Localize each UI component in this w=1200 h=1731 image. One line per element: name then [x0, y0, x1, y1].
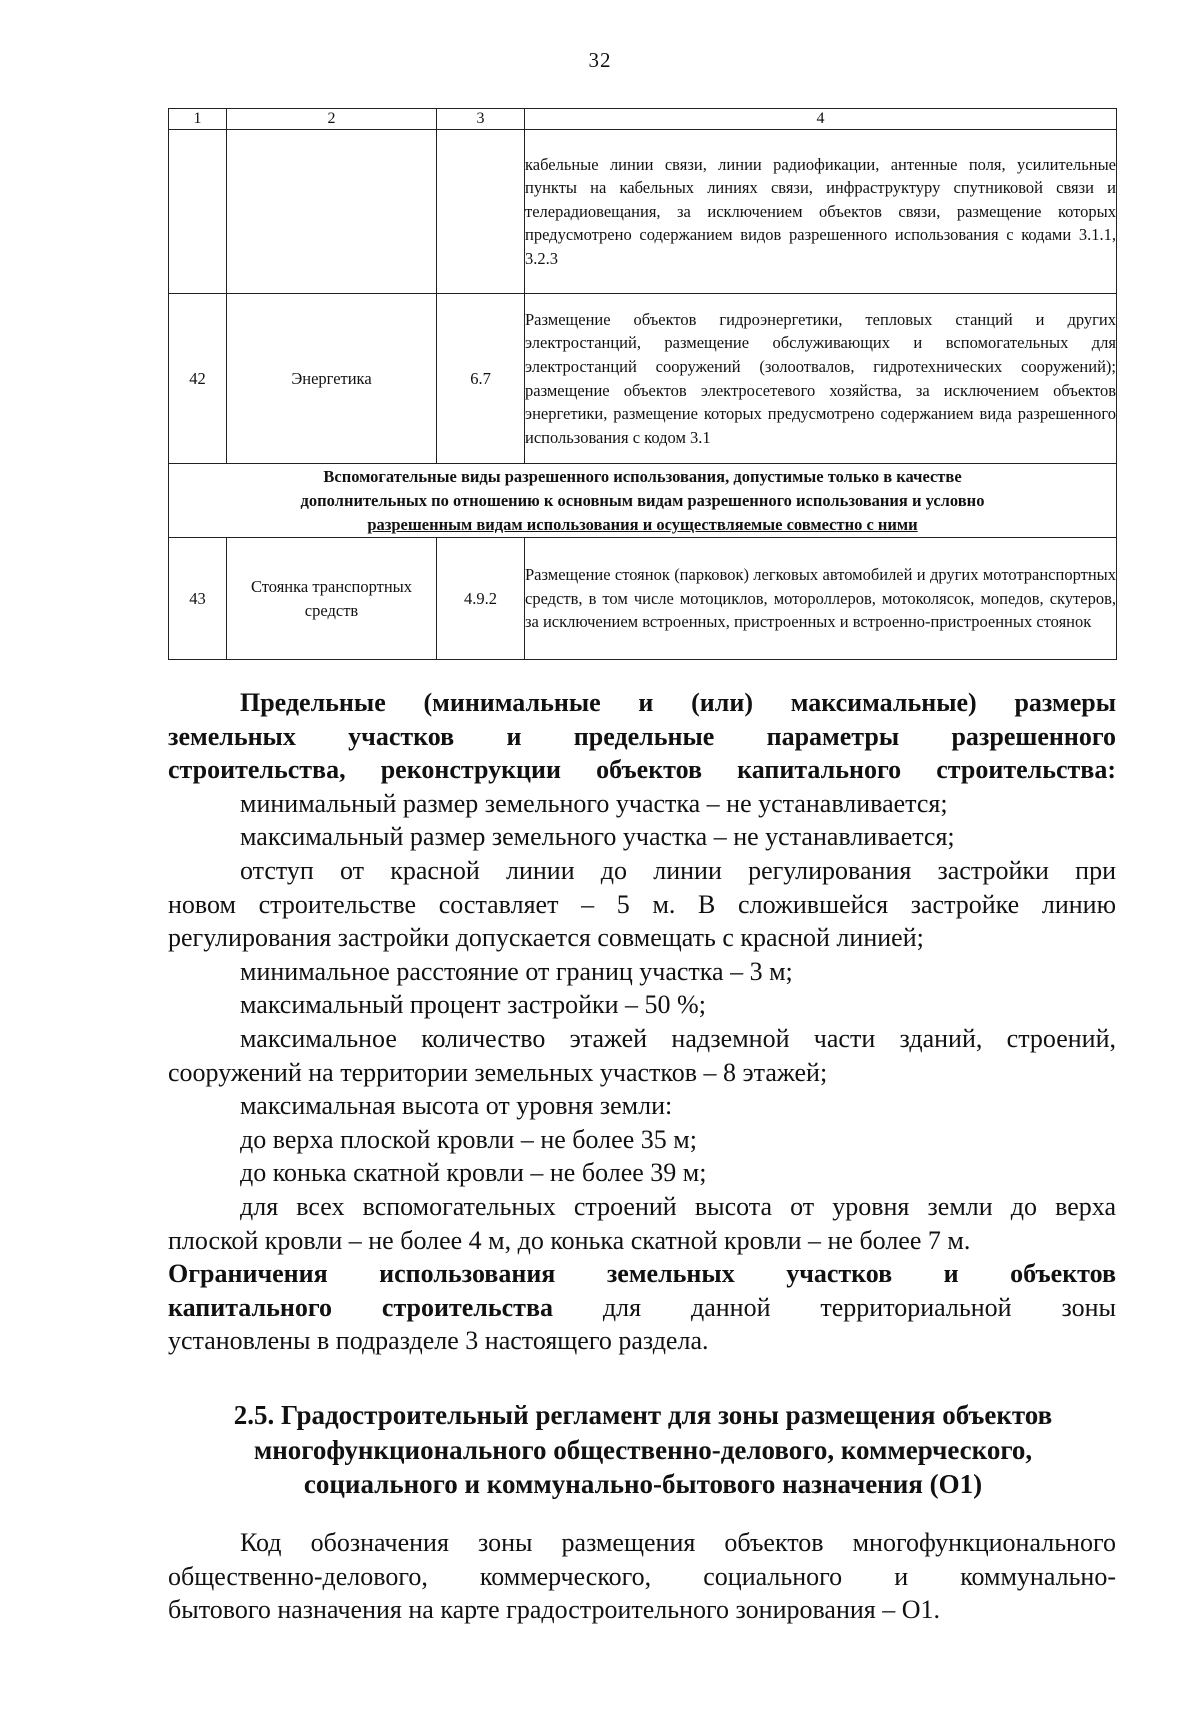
limit-item: для всех вспомогательных строений высота от уровня земли до верха: [240, 1191, 1116, 1221]
limit-item: плоской кровли – не более 4 м, до конька скатной кровли – не более 7 м.: [168, 1225, 971, 1255]
table-cell-empty: [227, 130, 437, 294]
restrictions-text: для данной территориальной зоны: [552, 1292, 1116, 1322]
limit-item: до верха плоской кровли – не более 35 м;: [240, 1124, 697, 1154]
section-title-line: многофункционального общественно-делового, коммерческого,: [253, 1434, 1033, 1465]
table-row-continuation: [169, 130, 1117, 294]
section-title-line: 2.5. Градостроительный регламент для зоны размещения объектов: [233, 1400, 1053, 1430]
zone-code-line: бытового назначения на карте градостроительного зонирования – О1.: [168, 1595, 941, 1625]
limit-item: минимальный размер земельного участка – не устанавливается;: [240, 788, 948, 818]
limit-item: максимальное количество этажей надземной части зданий, строений,: [240, 1023, 1116, 1053]
limit-item: максимальный процент застройки – 50 %;: [240, 990, 706, 1020]
limit-item: до конька скатной кровли – не более 39 м;: [240, 1158, 707, 1188]
aux-heading-line: дополнительных по отношению к основным видам разрешенного использования и условно: [300, 490, 985, 510]
restrictions-line: Ограничения использования земельных участков и объектов: [168, 1259, 1116, 1289]
permitted-use-table: [168, 108, 1117, 660]
table-cell-number: 42: [169, 294, 227, 464]
restrictions-bold-text: капитального строительства: [168, 1292, 553, 1322]
table-cell-description: кабельные линии связи, линии радиофикации, антенные поля, усилительные пункты на кабельных линиях связи, инфраструктуру спутниковой связи и телерадиовещания, за исключением объектов связи, размещение которых предусмотрено содержанием видов разрешенного использования с кодами 3.1.1, 3.2.3: [525, 130, 1117, 294]
table-header-row: [169, 109, 1117, 130]
limits-section: [168, 686, 1116, 1358]
table-row-43: [169, 538, 1117, 660]
limit-item: регулирования застройки допускается совмещать с красной линией;: [168, 923, 924, 953]
table-cell-use-name: Энергетика: [227, 294, 437, 464]
section-title: [150, 1398, 1136, 1502]
table-cell-description: Размещение объектов гидроэнергетики, тепловых станций и других электростанций, размещение обслуживающих и вспомогательных для электростанций сооружений (золоотвалов, гидротехнических сооружений); размещение объектов электросетевого хозяйства, за исключением объектов энергетики, размещение которых предусмотрено содержанием вида разрешенного использования с кодом 3.1: [525, 294, 1117, 464]
table-cell-use-code: 4.9.2: [437, 538, 525, 660]
zone-code-paragraph: [168, 1526, 1116, 1627]
page-number: 32: [588, 48, 612, 72]
table-cell-use-name: Стоянка транспортных средств: [227, 538, 437, 660]
limit-item: сооружений на территории земельных участков – 8 этажей;: [168, 1057, 828, 1087]
table-cell-empty: [437, 130, 525, 294]
limit-item: максимальная высота от уровня земли:: [240, 1091, 673, 1121]
limit-item: новом строительстве составляет – 5 м. В сложившейся застройке линию: [168, 889, 1116, 919]
aux-heading-line: Вспомогательные виды разрешенного использования, допустимые только в качестве: [323, 466, 962, 486]
table-cell-description: Размещение стоянок (парковок) легковых автомобилей и других мототранспортных средств, в том числе мотоциклов, мотороллеров, мотоколясок, мопедов, скутеров, за исключением встроенных, пристроенных и встроенно-пристроенных стоянок: [525, 538, 1117, 660]
table-row-42: [169, 294, 1117, 464]
table-header-cell: 3: [437, 109, 525, 130]
limit-item: минимальное расстояние от границ участка – 3 м;: [240, 956, 793, 986]
table-cell-number: 43: [169, 538, 227, 660]
table-header-cell: 4: [525, 109, 1117, 130]
aux-heading-line: разрешенным видам использования и осуществляемые совместно с ними: [367, 514, 918, 534]
section-title-line: социального и коммунально-бытового назначения (О1): [303, 1469, 983, 1499]
restrictions-line: [168, 1291, 1116, 1325]
table-cell-use-code: 6.7: [437, 294, 525, 464]
table-header-cell: 1: [169, 109, 227, 130]
limits-heading-line: земельных участков и предельные параметры разрешенного: [168, 721, 1116, 751]
zone-code-line: общественно-делового, коммерческого, социального и коммунально-: [168, 1561, 1116, 1591]
table-row-aux-heading: [169, 464, 1117, 538]
table-cell-empty: [169, 130, 227, 294]
zone-code-line: Код обозначения зоны размещения объектов многофункционального: [240, 1528, 1116, 1557]
table-header-cell: 2: [227, 109, 437, 130]
limit-item: максимальный размер земельного участка – не устанавливается;: [240, 822, 955, 852]
limits-heading-line: Предельные (минимальные и (или) максимальные) размеры: [240, 688, 1116, 717]
limit-item: отступ от красной линии до линии регулирования застройки при: [240, 855, 1116, 885]
restrictions-line: установлены в подразделе 3 настоящего раздела.: [168, 1326, 709, 1356]
limits-heading-line: строительства, реконструкции объектов капитального строительства:: [168, 755, 1116, 785]
aux-uses-heading: [169, 464, 1117, 538]
